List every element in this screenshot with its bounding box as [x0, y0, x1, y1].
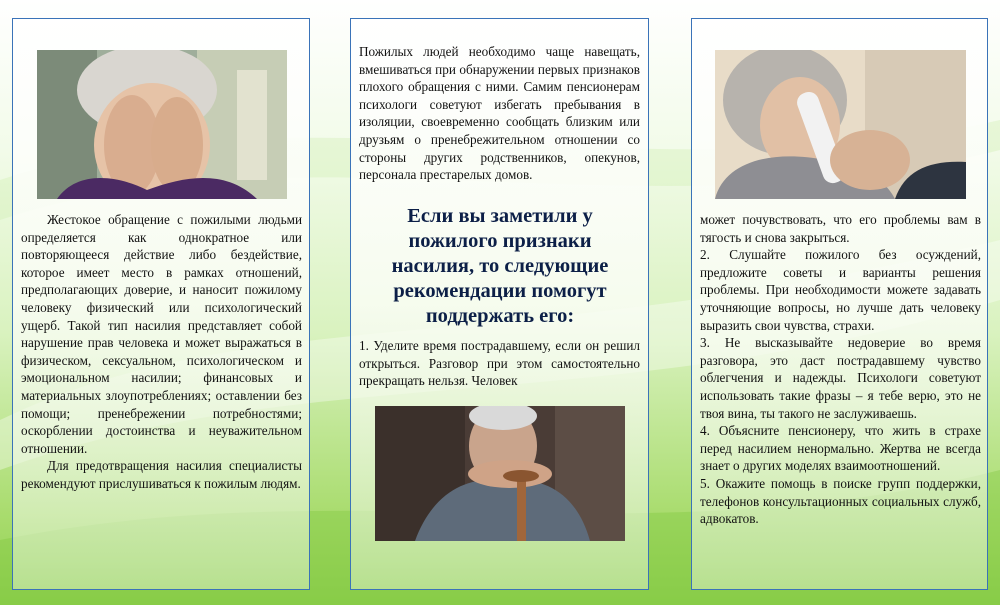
recommendation-item-1: 1. Уделите время пострадавшему, если он решил открыться. Разговор при этом самостоятельно прекращать нельзя. Человек [359, 338, 640, 389]
left-panel [12, 18, 310, 590]
left-panel-text [21, 211, 302, 493]
left-paragraph-1: Жестокое обращение с пожилыми людьми определяется как однократное или повторяющееся действие либо бездействие, которое имеет место в рамках отношений, предполагающих доверие, и наносит пожилому человеку физический или психологический ущерб. Такой тип насилия представляет собой нарушение прав человека и может выражаться в физическом, сексуальном, психологическом и эмоциональном насилии; финансовых и материальных злоупотреблениях; оставлении без помощи; пренебрежении потребностями; оскорблении достоинства и неуважительном отношении. [21, 212, 302, 456]
recommendation-item-3: 3. Не высказывайте недоверие во время разговора, это даст пострадавшему чувство облегчения и надежды. Психологи советуют использовать такие фразы – я тебе верю, это не твоя вина, ты такого не заслуживаешь. [700, 335, 981, 421]
photo-elderly-woman-on-phone [715, 50, 966, 199]
middle-panel [350, 18, 649, 590]
recommendations-heading: Если вы заметили у пожилого признаки насилия, то следующие рекомендации помогут поддержать его: [391, 205, 609, 327]
middle-intro-text [359, 43, 640, 184]
right-panel [691, 18, 988, 590]
middle-item-text [359, 337, 640, 390]
right-panel-text [700, 211, 981, 528]
recommendation-item-4: 4. Объясните пенсионеру, что жить в страхе перед насилием ненормально. Жертва не всегда знает о других моделях взаимоотношений. [700, 423, 981, 474]
photo-elderly-man-with-cane [375, 406, 625, 541]
middle-intro-paragraph: Пожилых людей необходимо чаще навещать, вмешиваться при обнаружении первых признаков плохого обращения с ними. Самим пенсионерам психологи советуют избегать пребывания в изоляции, своевременно сообщать близким или друзьям о пренебрежительном отношении со стороны других родственников, опекунов, персонала престарелых домов. [359, 44, 640, 183]
recommendation-item-2: 2. Слушайте пожилого без осуждений, предложите советы и варианты решения проблемы. При необходимости можете задавать уточняющие вопросы, но лучше дать человеку выразить свои чувства, страхи. [700, 247, 981, 333]
photo-elderly-woman-covering-face [37, 50, 287, 199]
recommendation-item-5: 5. Окажите помощь в поиске групп поддержки, телефонов консультационных социальных служб, адвокатов. [700, 475, 981, 527]
recommendation-item-1-continuation: может почувствовать, что его проблемы вам в тягость и снова закрыться. [700, 212, 981, 245]
left-paragraph-2: Для предотвращения насилия специалисты рекомендуют прислушиваться к пожилым людям. [21, 458, 302, 491]
